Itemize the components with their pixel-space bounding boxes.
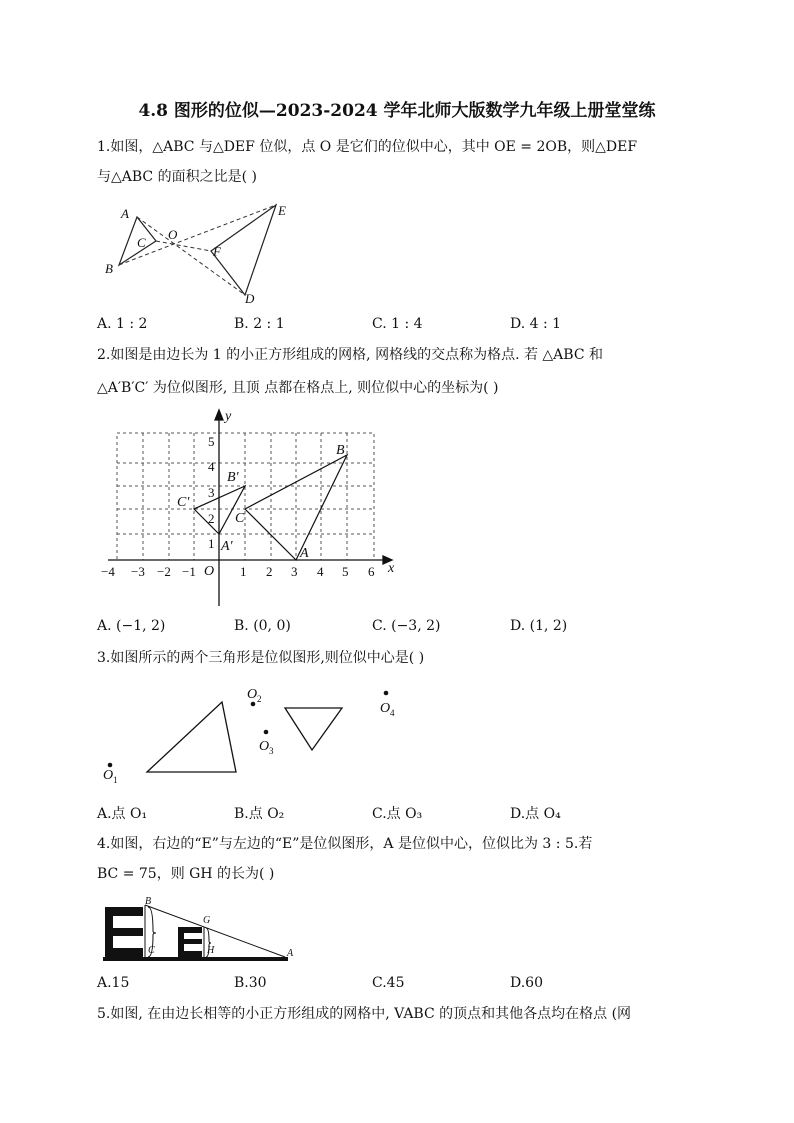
svg-text:C: C <box>148 945 155 956</box>
q2-option-d[interactable]: D. (1, 2) <box>510 618 568 634</box>
point-o1 <box>108 763 113 768</box>
svg-text:3: 3 <box>208 485 215 500</box>
svg-text:x: x <box>388 561 395 576</box>
q4-option-c[interactable]: C.45 <box>372 975 405 991</box>
q3-stem-line1: 3.如图所示的两个三角形是位似图形,则位似中心是( ) <box>97 650 425 666</box>
q4-stem-line2: BC = 75，则 GH 的长为( ) <box>97 866 275 882</box>
point-o4 <box>384 691 389 696</box>
svg-text:B: B <box>145 896 152 907</box>
svg-text:4: 4 <box>208 459 215 474</box>
svg-text:5: 5 <box>342 564 349 579</box>
svg-text:2: 2 <box>266 564 273 579</box>
q1-stem-line1: 1.如图，△ABC 与△DEF 位似，点 O 是它们的位似中心，其中 OE = 2OB，则△DEF <box>97 139 638 155</box>
q2-grid-figure <box>100 408 405 613</box>
svg-text:B: B <box>336 443 345 458</box>
svg-text:C: C <box>235 511 245 526</box>
q1-option-c[interactable]: C. 1 : 4 <box>372 316 423 332</box>
svg-text:O: O <box>380 701 391 716</box>
q1-label-e: E <box>278 203 286 218</box>
q4-option-b[interactable]: B.30 <box>234 975 267 991</box>
svg-text:4: 4 <box>390 708 395 718</box>
svg-text:A: A <box>300 546 309 561</box>
large-e <box>105 907 143 957</box>
small-e <box>178 927 202 957</box>
q4-figure <box>100 893 300 965</box>
svg-text:O: O <box>259 739 270 754</box>
q1-option-a[interactable]: A. 1 : 2 <box>97 316 148 332</box>
q2-option-a[interactable]: A. (−1, 2) <box>97 618 166 634</box>
svg-text:2: 2 <box>257 694 262 704</box>
q3-option-a[interactable]: A.点 O₁ <box>97 806 148 822</box>
q1-stem-line2: 与△ABC 的面积之比是( ) <box>97 169 257 185</box>
svg-text:−2: −2 <box>157 564 171 579</box>
q1-label-a: A <box>121 206 129 221</box>
svg-text:1: 1 <box>208 536 215 551</box>
small-triangle <box>285 708 342 750</box>
svg-text:6: 6 <box>368 564 375 579</box>
q5-stem-line1: 5.如图, 在由边长相等的小正方形组成的网格中, VABC 的顶点和其他各点均在格点 (网 <box>97 1006 632 1022</box>
q2-option-c[interactable]: C. (−3, 2) <box>372 618 441 634</box>
svg-text:4: 4 <box>317 564 324 579</box>
q1-label-d: D <box>245 291 255 306</box>
q2-stem-line1: 2.如图是由边长为 1 的小正方形组成的网格, 网格线的交点称为格点. 若 △ABC 和 <box>97 347 604 363</box>
svg-text:O: O <box>247 687 258 702</box>
point-o3 <box>264 730 269 735</box>
q3-figure <box>100 680 410 795</box>
svg-text:5: 5 <box>208 434 215 449</box>
svg-text:C′: C′ <box>177 495 190 510</box>
q3-option-d[interactable]: D.点 O₄ <box>510 806 561 822</box>
q1-label-c: C <box>137 235 146 250</box>
point-o2 <box>251 702 256 707</box>
svg-text:O: O <box>204 564 215 579</box>
q3-option-c[interactable]: C.点 O₃ <box>372 806 423 822</box>
q3-option-b[interactable]: B.点 O₂ <box>234 806 285 822</box>
svg-text:A′: A′ <box>221 539 233 554</box>
svg-text:1: 1 <box>240 564 247 579</box>
q1-label-f: F <box>213 244 221 259</box>
q1-label-b: B <box>105 261 113 276</box>
svg-text:H: H <box>207 945 215 956</box>
q4-option-a[interactable]: A.15 <box>97 975 130 991</box>
q1-option-b[interactable]: B. 2 : 1 <box>234 316 285 332</box>
q4-stem-line1: 4.如图，右边的“E”与左边的“E”是位似图形，A 是位似中心，位似比为 3 : 5.若 <box>97 836 593 852</box>
svg-text:−4: −4 <box>101 564 115 579</box>
base-bar <box>103 957 288 961</box>
page-title: 4.8 图形的位似—2023-2024 学年北师大版数学九年级上册堂堂练 <box>138 101 656 121</box>
svg-text:3: 3 <box>269 746 274 756</box>
q4-option-d[interactable]: D.60 <box>510 975 543 991</box>
svg-text:−1: −1 <box>182 564 196 579</box>
svg-text:−3: −3 <box>131 564 145 579</box>
svg-text:G: G <box>203 915 211 926</box>
q1-figure <box>100 195 300 307</box>
big-triangle <box>147 702 236 772</box>
q2-stem-line2: △A′B′C′ 为位似图形, 且顶 点都在格点上, 则位似中心的坐标为( ) <box>97 380 499 396</box>
q2-option-b[interactable]: B. (0, 0) <box>234 618 291 634</box>
svg-text:3: 3 <box>291 564 298 579</box>
svg-text:A: A <box>287 948 294 959</box>
svg-text:y: y <box>225 409 232 424</box>
svg-text:2: 2 <box>208 511 215 526</box>
svg-text:O: O <box>103 768 114 783</box>
svg-text:1: 1 <box>113 775 118 785</box>
q1-label-o: O <box>168 227 178 242</box>
q1-option-d[interactable]: D. 4 : 1 <box>510 316 562 332</box>
svg-text:B′: B′ <box>227 470 239 485</box>
